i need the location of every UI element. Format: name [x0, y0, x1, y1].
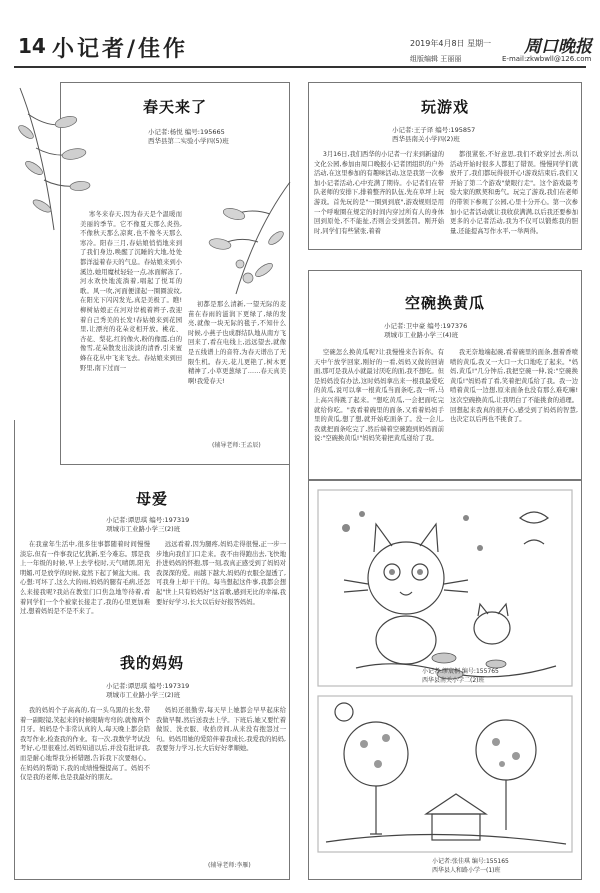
play-body-right: 都很紧张,不好意思,我们不敢穿过去,所以活动开始时很多人都犯了错误。慢慢同学们就放开了,我们都玩得很开心!游戏结束后,我们又开始了第二个游戏"蒙眼行走"。这个游戏最考验大家的默契和勇气。玩完了游戏,我们在老师的带领下参观了公园,心里十分开心。第一次参加小记者活动就让我收获满满,以后我还要参加更多的小记者活动,我为不仅可以锻炼我的胆量,还能提高写作水平,一举两得。 — [450, 151, 578, 235]
play-byline-reporter: 小记者:王子译 编号:195857 — [392, 126, 476, 134]
drawing-2-caption-reporter: 小记者:张佳琪 编号:155165 — [432, 858, 509, 865]
mother-love-byline-school: 项城市工业路小学三(2)班 — [106, 525, 181, 533]
my-mother-byline-reporter: 小记者:谭思琪 编号:197319 — [106, 682, 190, 690]
my-mother-title: 我的妈妈 — [119, 654, 184, 672]
melon-byline-reporter: 小记者:卫中豪 编号:197376 — [384, 322, 468, 330]
spring-body-left: 寒冬来春天,因为春天是个温暖而美丽的季节。它不像夏天那么炎热,不像秋天那么凉爽,也不像冬天那么寒冷。阳春三月,春姑娘悄悄地来到了我们身边,唤醒了沉睡的大地,处处都洋溢着春天的气息。春姑娘来到小溪边,她用魔杖轻轻一点,冰面解冻了,河水欢快地流淌着,唱起了悦耳的歌。风一吹,河面便漾起一圈圈波纹,在阳光下闪闪发光,真是美极了。瞧!柳树姑娘正在河对岸梳着辫子,我迎着自己秀美的长发!春姑娘来到花园里,让漂亮的花朵竞相开放。桃花、杏花、梨花,红的像火,粉的像霞,白的像雪,花朵散发出淡淡的清香,引来蜜蜂在花丛中飞来飞去。春姑娘来到田野里,南下过而一 — [80, 211, 182, 372]
drawing-2-caption-school: 西华县人和路小学一(1)班 — [432, 867, 501, 874]
my-mother-body-left: 我的妈妈个子高高的,有一头乌黑的长发,带着一副眼镜,笑起来的时候眼睛弯弯的,就像两个月牙。妈妈是个非常认真的人,每天晚上都会陪我写作业,检查我的作业。有一次,我数学考试没考好,心里很难过,妈妈知道以后,并没有批评我,而是耐心地帮我分析错题,告诉我下次要细心。在妈妈的帮助下,我的成绩慢慢提高了。妈妈不仅是我的老师,也是我最好的朋友。 — [20, 707, 150, 782]
melon-byline-school: 项城市工业路小学三(4)班 — [384, 331, 459, 339]
my-mother-byline-school: 项城市工业路小学三(2)班 — [106, 691, 181, 699]
play-article-title: 玩游戏 — [420, 98, 469, 116]
drawing-1-caption-reporter: 小记者:缪宸桐 编号:155765 — [422, 668, 499, 675]
mother-love-byline-reporter: 小记者:谭思琪 编号:197319 — [106, 516, 190, 524]
child-drawing-cats — [316, 488, 574, 688]
spring-body-right: 初都是那么清新,一望无际的麦苗在春雨的滋润下更绿了,绿的发亮,就像一块无际的毯子,不知什么时候,小燕子也成群结队地从南方飞回来了,看在电线上,远远望去,就像是五线谱上的音符,为春天谱出了无限生机。春天,花儿更艳了,树木更精神了,小草更葱绿了……春天真美啊!我爱春天! — [188, 301, 286, 385]
page-number: 14 — [18, 34, 46, 58]
play-body-left: 3月16日,我们西华的小记者一行来到新建的文化公园,参加由周口晚报小记者团组织的户外活动,在这里参加的有趣味活动,这是我第一次参加小记者活动,心中充满了期待。小记者们在带队老师的安排下,排着整齐的队伍,先在草坪上玩游戏。首先玩的是"一圈到到底",游戏规则是用一个呼啦圈在规定的时间内穿过所有人的身体回到原处,不不能扯,否则会受到惩罚。刚开始时,同学们有些紧张,着着 — [314, 151, 444, 235]
mother-love-body-right: 远远看着,因为腿疼,妈妈走得很慢,正一步一步地向我们门口走来。我不由得跑出去,飞快地扑进妈妈的怀抱,那一刻,我真正感受到了妈妈对我深深的爱。雨越下越大,妈妈的衣服全湿透了,可我身上却干干的。每当想起这件事,我都会想起"世上只有妈妈好"这首歌,感到无比的幸福,我要好好学习,长大以后好好报答妈妈。 — [156, 541, 286, 606]
melon-article-title: 空碗换黄瓜 — [404, 294, 485, 312]
child-drawing-trees — [316, 694, 574, 854]
spring-article-title: 春天来了 — [142, 98, 207, 116]
spring-byline-school: 西华县第二实验小学四(5)班 — [148, 137, 229, 145]
play-byline-school: 西华县南关小学四(2)班 — [392, 135, 460, 143]
melon-body-left: 空碗怎么换黄瓜呢?让我慢慢来告诉你。有天中午放学回家,刚好的一看,妈妈又做的回请面,那可是我从小就最讨厌吃的面,我不想吃。但是妈妈没有办法,这时妈妈拿出来一根我最爱吃的黄瓜,说可以拿一根黄瓜当面条吃,我一听,马上高兴得跳了起来。"想吃黄瓜,一会把面吃完就给你吃。"我看着碗里的面条,又看着妈妈手里的黄瓜,想了想,就开始吃面条了。没一会儿,我就把面条吃完了,然后端着空碗跑到妈妈面前说:"空碗换黄瓜!"妈妈笑着把黄瓜递给了我。 — [314, 349, 444, 443]
editor-email: E-mail:zkwbwll@126.com — [502, 55, 592, 63]
issue-date: 2019年4月8日 星期一 — [410, 39, 492, 48]
my-mother-body-right: 妈妈还很勤劳,每天早上她都会早早起床给我做早餐,然后送我去上学。下班后,她又要忙着做饭、洗衣服、收拾房间,从来没有抱怨过一句。妈妈用她的爱陪伴着我成长,我爱我的妈妈,我要努力学习,长大后好好孝顺她。 — [156, 707, 286, 753]
my-mother-mentor: (辅导老师:李雁) — [208, 862, 251, 869]
melon-body-right: 我无奈地端起碗,看着碗里的面条,想着香喷喷的黄瓜,我又一大口一大口地吃了起来。"妈妈,黄瓜!"几分钟后,我把空碗一伸,说:"空碗换黄瓜!"妈妈看了看,笑着把黄瓜给了我。我一边啃着黄瓜一边想,原来面条也没有那么难吃嘛!这次空碗换黄瓜,让我明白了不能挑食的道理。回想起来我真的很开心,感受到了妈妈的智慧,也决定以后再也不挑食了。 — [450, 349, 578, 424]
header-rule — [14, 66, 586, 68]
mother-love-body-left: 在我童年生活中,很多往事都随着时间慢慢淡忘,但有一件事我记忆犹新,至今难忘。那是我上一年级的时候,早上去学校时,天气晴朗,阳光明媚,可是放学的时候,竟然下起了倾盆大雨。我心想:可坏了,这么大的雨,妈妈的腿有毛病,还怎么来接我呢?我站在教室门口焦急地等待着,看着同学们一个个被家长接走了,我的心里更加难过,想着妈妈是不是不来了。 — [20, 541, 150, 616]
spring-mentor: (辅导老师:王孟辰) — [212, 442, 261, 449]
layout-editor: 组版编辑 王丽丽 — [410, 55, 462, 63]
drawing-1-caption-school: 西华县南关小学二(2)班 — [422, 677, 485, 684]
newspaper-name: 周口晚报 — [524, 37, 592, 57]
flower-branch-illustration — [196, 178, 292, 298]
spring-byline-reporter: 小记者:杨悦 编号:195665 — [148, 128, 225, 136]
mother-love-title: 母爱 — [135, 490, 168, 508]
column-title: 小记者/佳作 — [52, 36, 189, 62]
